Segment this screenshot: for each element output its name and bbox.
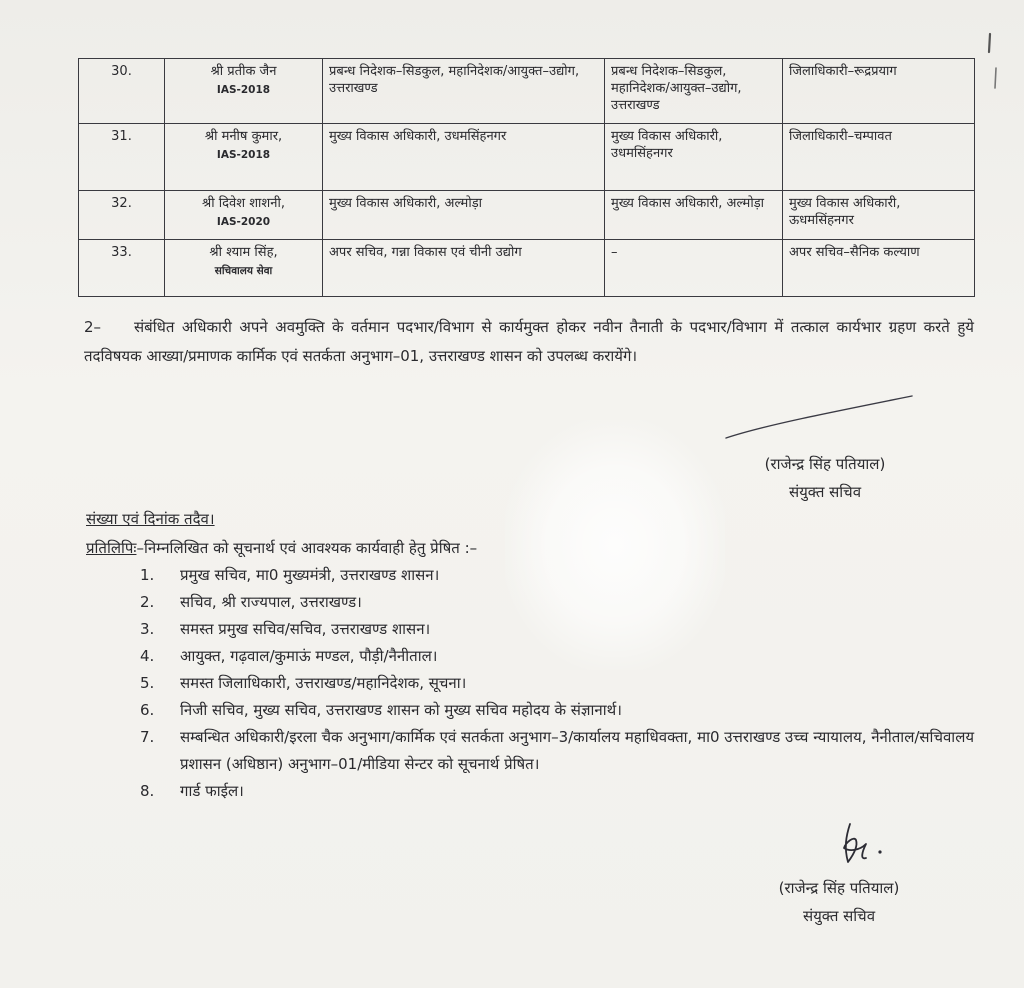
officer-service: IAS-2018 — [216, 149, 271, 161]
paragraph-number: 2– — [84, 318, 102, 336]
paragraph-text: संबंधित अधिकारी अपने अवमुक्ति के वर्तमान पदभार/विभाग से कार्यमुक्त होकर नवीन तैनाती के पदभार/विभाग में तत्काल कार्यभार ग्रहण करते हुये तदविषयक आख्या/प्रमाणक कार्मिक एवं सतर्कता अनुभाग–01, उत्तराखण्ड शासन को उपलब्ध करायेंगे। — [84, 318, 974, 365]
signatory-name: (राजेन्द्र सिंह पतियाल) — [764, 455, 886, 473]
margin-pen-mark — [984, 30, 1004, 100]
item-number: 6. — [140, 701, 155, 719]
signatory-designation: संयुक्त सचिव — [788, 483, 862, 501]
current-post: प्रबन्ध निदेशक–सिडकुल, महानिदेशक/आयुक्त–उद्योग, उत्तराखण्ड — [323, 59, 605, 124]
signature-stroke — [722, 392, 917, 444]
item-number: 5. — [140, 674, 155, 692]
row-number: 33. — [79, 240, 165, 297]
item-text: गार्ड फाईल। — [180, 782, 244, 800]
new-posting: जिलाधिकारी–चम्पावत — [783, 124, 975, 191]
item-number: 2. — [140, 593, 155, 611]
officer-name: श्री प्रतीक जैन — [210, 64, 277, 79]
officer-cell — [165, 191, 323, 240]
officer-cell — [165, 124, 323, 191]
item-text: निजी सचिव, मुख्य सचिव, उत्तराखण्ड शासन को मुख्य सचिव महोदय के संज्ञानार्थ। — [180, 701, 622, 719]
list-item — [140, 562, 1000, 589]
table-row — [79, 59, 975, 124]
item-text: आयुक्त, गढ़वाल/कुमाऊं मण्डल, पौड़ी/नैनीताल। — [180, 647, 438, 665]
list-item — [140, 589, 1000, 616]
current-post: अपर सचिव, गन्ना विकास एवं चीनी उद्योग — [323, 240, 605, 297]
list-item — [140, 616, 1000, 643]
item-text: सम्बन्धित अधिकारी/इरला चैक अनुभाग/कार्मिक एवं सतर्कता अनुभाग–3/कार्यालय महाधिवक्ता, मा0 उत्तराखण्ड उच्च न्यायालय, नैनीताल/सचिवालय प्रशासन (अधिष्ठान) अनुभाग–01/मीडिया सेन्टर को सूचनार्थ प्रेषित। — [180, 728, 975, 773]
copy-list — [140, 562, 1000, 805]
signatory-name: (राजेन्द्र सिंह पतियाल) — [778, 879, 900, 897]
officer-name: श्री मनीष कुमार, — [204, 129, 283, 144]
list-item — [140, 697, 1000, 724]
row-number: 32. — [79, 191, 165, 240]
additional-charge: प्रबन्ध निदेशक–सिडकुल, महानिदेशक/आयुक्त–उद्योग, उत्तराखण्ड — [605, 59, 783, 124]
officer-service: सचिवालय सेवा — [214, 265, 273, 277]
item-number: 1. — [140, 566, 155, 584]
signatory-designation: संयुक्त सचिव — [802, 907, 876, 925]
list-item — [140, 724, 1000, 778]
list-item — [140, 670, 1000, 697]
new-posting: अपर सचिव–सैनिक कल्याण — [783, 240, 975, 297]
list-item — [140, 643, 1000, 670]
copy-heading-text: –निम्नलिखित को सूचनार्थ एवं आवश्यक कार्यवाही हेतु प्रेषित :– — [136, 539, 478, 557]
row-number: 31. — [79, 124, 165, 191]
officer-name: श्री श्याम सिंह, — [209, 245, 278, 260]
item-text: समस्त प्रमुख सचिव/सचिव, उत्तराखण्ड शासन। — [180, 620, 431, 638]
additional-charge: मुख्य विकास अधिकारी, उधमसिंहनगर — [605, 124, 783, 191]
posting-table — [78, 58, 975, 297]
officer-cell — [165, 240, 323, 297]
row-number: 30. — [79, 59, 165, 124]
officer-service: IAS-2020 — [216, 216, 271, 228]
signature-block-bottom — [726, 874, 952, 930]
table-row — [79, 124, 975, 191]
signature-block-top — [720, 450, 930, 506]
item-text: सचिव, श्री राज्यपाल, उत्तराखण्ड। — [180, 593, 362, 611]
officer-name: श्री दिवेश शाशनी, — [202, 196, 285, 211]
table-row — [79, 240, 975, 297]
list-item — [140, 778, 1000, 805]
item-text: प्रमुख सचिव, मा0 मुख्यमंत्री, उत्तराखण्ड शासन। — [180, 566, 440, 584]
new-posting: मुख्य विकास अधिकारी, ऊधमसिंहनगर — [783, 191, 975, 240]
additional-charge: मुख्य विकास अधिकारी, अल्मोड़ा — [605, 191, 783, 240]
officer-cell — [165, 59, 323, 124]
current-post: मुख्य विकास अधिकारी, अल्मोड़ा — [323, 191, 605, 240]
new-posting: जिलाधिकारी–रूद्रप्रयाग — [783, 59, 975, 124]
current-post: मुख्य विकास अधिकारी, उधमसिंहनगर — [323, 124, 605, 191]
paragraph-2 — [84, 313, 974, 371]
copy-heading — [86, 538, 477, 558]
table-row — [79, 191, 975, 240]
reference-line: संख्या एवं दिनांक तदैव। — [86, 510, 215, 528]
item-text: समस्त जिलाधिकारी, उत्तराखण्ड/महानिदेशक, सूचना। — [180, 674, 467, 692]
copy-label: प्रतिलिपिः — [86, 539, 137, 557]
item-number: 3. — [140, 620, 155, 638]
item-number: 8. — [140, 782, 155, 800]
initials-signature — [836, 818, 892, 870]
officer-service: IAS-2018 — [216, 84, 271, 96]
item-number: 7. — [140, 728, 155, 746]
item-number: 4. — [140, 647, 155, 665]
additional-charge: – — [605, 240, 783, 297]
